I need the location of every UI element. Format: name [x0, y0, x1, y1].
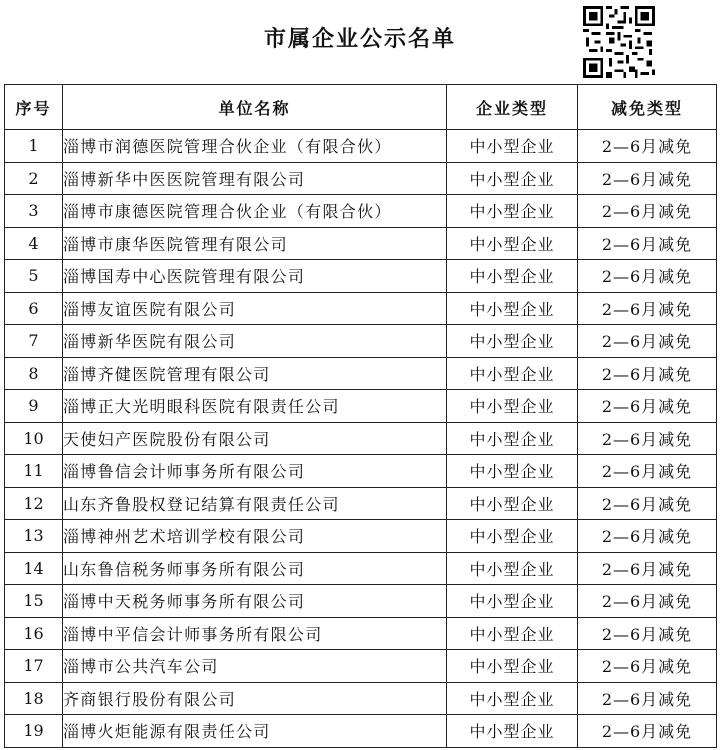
cell-serial-number: 14	[5, 552, 63, 585]
cell-relief-type: 2—6月减免	[578, 195, 717, 228]
cell-relief-type: 2—6月减免	[578, 292, 717, 325]
cell-relief-type: 2—6月减免	[578, 585, 717, 618]
cell-unit-name: 淄博鲁信会计师事务所有限公司	[63, 455, 447, 488]
cell-relief-type: 2—6月减免	[578, 422, 717, 455]
table-row	[5, 487, 717, 520]
cell-serial-number: 15	[5, 585, 63, 618]
cell-enterprise-type: 中小型企业	[447, 520, 578, 553]
cell-enterprise-type: 中小型企业	[447, 325, 578, 358]
table-row	[5, 292, 717, 325]
table-row	[5, 325, 717, 358]
cell-enterprise-type: 中小型企业	[447, 487, 578, 520]
cell-unit-name: 山东鲁信税务师事务所有限公司	[63, 552, 447, 585]
table-row	[5, 552, 717, 585]
table-row	[5, 617, 717, 650]
table-row	[5, 682, 717, 715]
company-list-table	[4, 84, 717, 748]
cell-unit-name: 淄博火炬能源有限责任公司	[63, 715, 447, 748]
table-row	[5, 195, 717, 228]
cell-enterprise-type: 中小型企业	[447, 422, 578, 455]
cell-relief-type: 2—6月减免	[578, 162, 717, 195]
table-row	[5, 650, 717, 683]
cell-unit-name: 淄博市康德医院管理合伙企业（有限合伙）	[63, 195, 447, 228]
qr-code-icon	[583, 6, 655, 78]
cell-relief-type: 2—6月减免	[578, 552, 717, 585]
cell-serial-number: 4	[5, 227, 63, 260]
page-title: 市属企业公示名单	[263, 26, 456, 52]
cell-relief-type: 2—6月减免	[578, 617, 717, 650]
cell-enterprise-type: 中小型企业	[447, 260, 578, 293]
table-row	[5, 520, 717, 553]
table-row	[5, 227, 717, 260]
cell-serial-number: 6	[5, 292, 63, 325]
cell-unit-name: 淄博中天税务师事务所有限公司	[63, 585, 447, 618]
cell-relief-type: 2—6月减免	[578, 325, 717, 358]
cell-unit-name: 淄博市润德医院管理合伙企业（有限合伙）	[63, 130, 447, 163]
cell-serial-number: 13	[5, 520, 63, 553]
table-row	[5, 422, 717, 455]
cell-relief-type: 2—6月减免	[578, 130, 717, 163]
cell-enterprise-type: 中小型企业	[447, 682, 578, 715]
cell-relief-type: 2—6月减免	[578, 487, 717, 520]
cell-serial-number: 1	[5, 130, 63, 163]
cell-relief-type: 2—6月减免	[578, 455, 717, 488]
cell-unit-name: 齐商银行股份有限公司	[63, 682, 447, 715]
table-row	[5, 455, 717, 488]
cell-relief-type: 2—6月减免	[578, 650, 717, 683]
cell-enterprise-type: 中小型企业	[447, 130, 578, 163]
cell-enterprise-type: 中小型企业	[447, 715, 578, 748]
cell-relief-type: 2—6月减免	[578, 715, 717, 748]
cell-relief-type: 2—6月减免	[578, 260, 717, 293]
cell-unit-name: 淄博正大光明眼科医院有限责任公司	[63, 390, 447, 423]
cell-unit-name: 淄博新华中医医院管理有限公司	[63, 162, 447, 195]
cell-serial-number: 10	[5, 422, 63, 455]
cell-unit-name: 淄博神州艺术培训学校有限公司	[63, 520, 447, 553]
cell-serial-number: 17	[5, 650, 63, 683]
cell-unit-name: 淄博友谊医院有限公司	[63, 292, 447, 325]
header-unit-name: 单位名称	[63, 85, 447, 130]
cell-enterprise-type: 中小型企业	[447, 617, 578, 650]
cell-unit-name: 淄博国寿中心医院管理有限公司	[63, 260, 447, 293]
cell-unit-name: 淄博齐健医院管理有限公司	[63, 357, 447, 390]
cell-serial-number: 19	[5, 715, 63, 748]
cell-enterprise-type: 中小型企业	[447, 162, 578, 195]
cell-serial-number: 8	[5, 357, 63, 390]
cell-unit-name: 淄博市康华医院管理有限公司	[63, 227, 447, 260]
cell-serial-number: 2	[5, 162, 63, 195]
cell-enterprise-type: 中小型企业	[447, 455, 578, 488]
table-row	[5, 715, 717, 748]
cell-enterprise-type: 中小型企业	[447, 650, 578, 683]
header-relief-type: 减免类型	[578, 85, 717, 130]
cell-relief-type: 2—6月减免	[578, 227, 717, 260]
table-row	[5, 162, 717, 195]
cell-serial-number: 5	[5, 260, 63, 293]
header-serial-number: 序号	[5, 85, 63, 130]
cell-enterprise-type: 中小型企业	[447, 390, 578, 423]
table-header-row	[5, 85, 717, 130]
cell-serial-number: 3	[5, 195, 63, 228]
cell-relief-type: 2—6月减免	[578, 390, 717, 423]
cell-unit-name: 淄博中平信会计师事务所有限公司	[63, 617, 447, 650]
cell-relief-type: 2—6月减免	[578, 357, 717, 390]
cell-relief-type: 2—6月减免	[578, 682, 717, 715]
cell-unit-name: 天使妇产医院股份有限公司	[63, 422, 447, 455]
table-row	[5, 390, 717, 423]
cell-serial-number: 16	[5, 617, 63, 650]
table-row	[5, 585, 717, 618]
cell-enterprise-type: 中小型企业	[447, 585, 578, 618]
cell-relief-type: 2—6月减免	[578, 520, 717, 553]
cell-serial-number: 11	[5, 455, 63, 488]
header-enterprise-type: 企业类型	[447, 85, 578, 130]
table-row	[5, 130, 717, 163]
cell-unit-name: 淄博新华医院有限公司	[63, 325, 447, 358]
cell-enterprise-type: 中小型企业	[447, 195, 578, 228]
table-row	[5, 260, 717, 293]
cell-serial-number: 12	[5, 487, 63, 520]
cell-enterprise-type: 中小型企业	[447, 292, 578, 325]
cell-unit-name: 山东齐鲁股权登记结算有限责任公司	[63, 487, 447, 520]
cell-unit-name: 淄博市公共汽车公司	[63, 650, 447, 683]
cell-enterprise-type: 中小型企业	[447, 552, 578, 585]
table-body	[5, 130, 717, 748]
cell-enterprise-type: 中小型企业	[447, 357, 578, 390]
cell-serial-number: 18	[5, 682, 63, 715]
cell-enterprise-type: 中小型企业	[447, 227, 578, 260]
cell-serial-number: 7	[5, 325, 63, 358]
cell-serial-number: 9	[5, 390, 63, 423]
table-row	[5, 357, 717, 390]
